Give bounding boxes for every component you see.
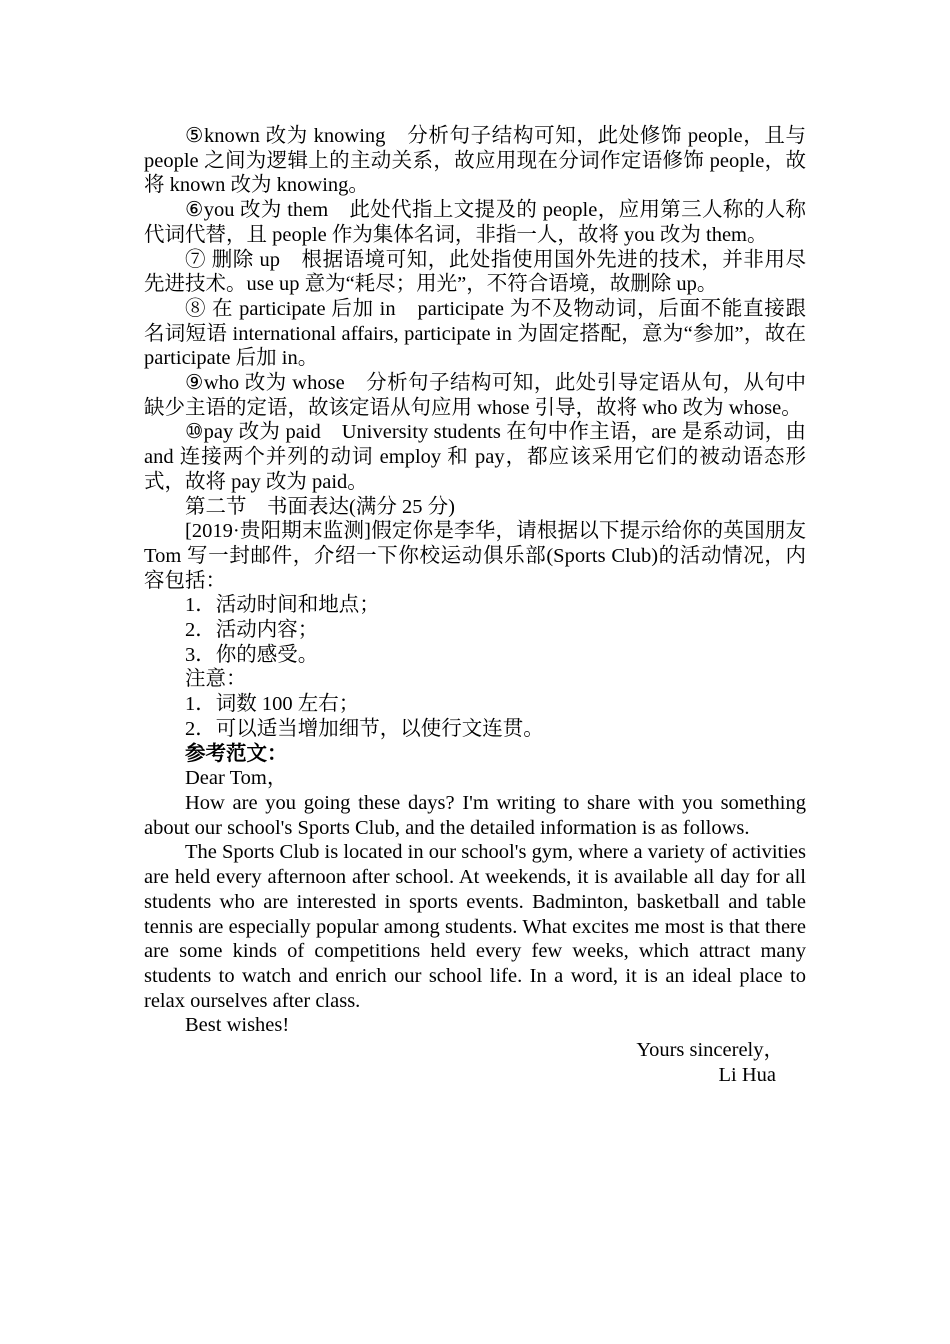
essay-closing: Best wishes! xyxy=(185,1014,290,1037)
correction-8: ⑧ 在 participate 后加 in participate 为不及物动词，后面不能直接跟名词短语 international affairs, participate in 为固定搭配，意为“参加”，故在 participate 后加 in。 xyxy=(144,297,806,370)
section-prompt: [2019·贵阳期末监测]假定你是李华，请根据以下提示给你的英国朋友 Tom 写一封邮件，介绍一下你校运动俱乐部(Sports Club)的活动情况，内容包括： xyxy=(144,520,806,592)
correction-9: ⑨who 改为 whose 分析句子结构可知，此处引导定语从句，从句中缺少主语的定语，故该定语从句应用 whose 引导，故将 who 改为 whose。 xyxy=(144,372,806,419)
section-title: 第二节 书面表达(满分 25 分) xyxy=(185,495,455,518)
essay-label: 参考范文： xyxy=(185,742,288,765)
essay-paragraph: How are you going these days? I'm writing to share with you something about our school's Sports Club, and the detailed information is as follows. xyxy=(144,791,806,839)
essay-sign-off: Yours sincerely， xyxy=(636,1039,784,1062)
correction-10: ⑩pay 改为 paid University students 在句中作主语，are 是系动词，由 and 连接两个并列的动词 employ 和 pay，都应该采用它们的被动语态形式，故将 pay 改为 paid。 xyxy=(144,421,806,493)
correction-6: ⑥you 改为 them 此处代指上文提及的 people，应用第三人称的人称代词代替，且 people 作为集体名词，非指一人，故将 you 改为 them。 xyxy=(144,199,806,246)
requirement-item: 1．活动时间和地点； xyxy=(185,594,380,617)
essay-greeting: Dear Tom， xyxy=(185,767,288,790)
requirement-item: 3．你的感受。 xyxy=(185,643,319,666)
essay-signature: Li Hua xyxy=(718,1063,776,1086)
note-item: 1．词数 100 左右； xyxy=(185,693,360,716)
sample-essay xyxy=(144,742,806,1088)
document-page xyxy=(144,124,806,1087)
correction-7: ⑦ 删除 up 根据语境可知，此处指使用国外先进的技术，并非用尽先进技术。use up 意为“耗尽；用光”，不符合语境，故删除 up。 xyxy=(144,248,806,296)
correction-5: ⑤known 改为 knowing 分析句子结构可知，此处修饰 people，且与 people 之间为逻辑上的主动关系，故应用现在分词作定语修饰 people，故将 known 改为 knowing。 xyxy=(144,125,806,197)
notes-label: 注意： xyxy=(185,668,247,691)
writing-section xyxy=(144,495,806,742)
note-item: 2．可以适当增加细节，以使行文连贯。 xyxy=(185,717,544,740)
corrections-section xyxy=(144,124,806,495)
requirement-item: 2．活动内容； xyxy=(185,619,319,642)
essay-paragraph: The Sports Club is located in our school's gym, where a variety of activities are held every afternoon after school. At weekends, it is available all day for all students who are interested in sports events. Badminton, basketball and table tennis are especially popular among students. What excites me most is that there are some kinds of competitions held every few weeks, which attract many students to watch and enrich our school life. In a word, it is an ideal place to relax ourselves after class. xyxy=(144,841,806,1012)
